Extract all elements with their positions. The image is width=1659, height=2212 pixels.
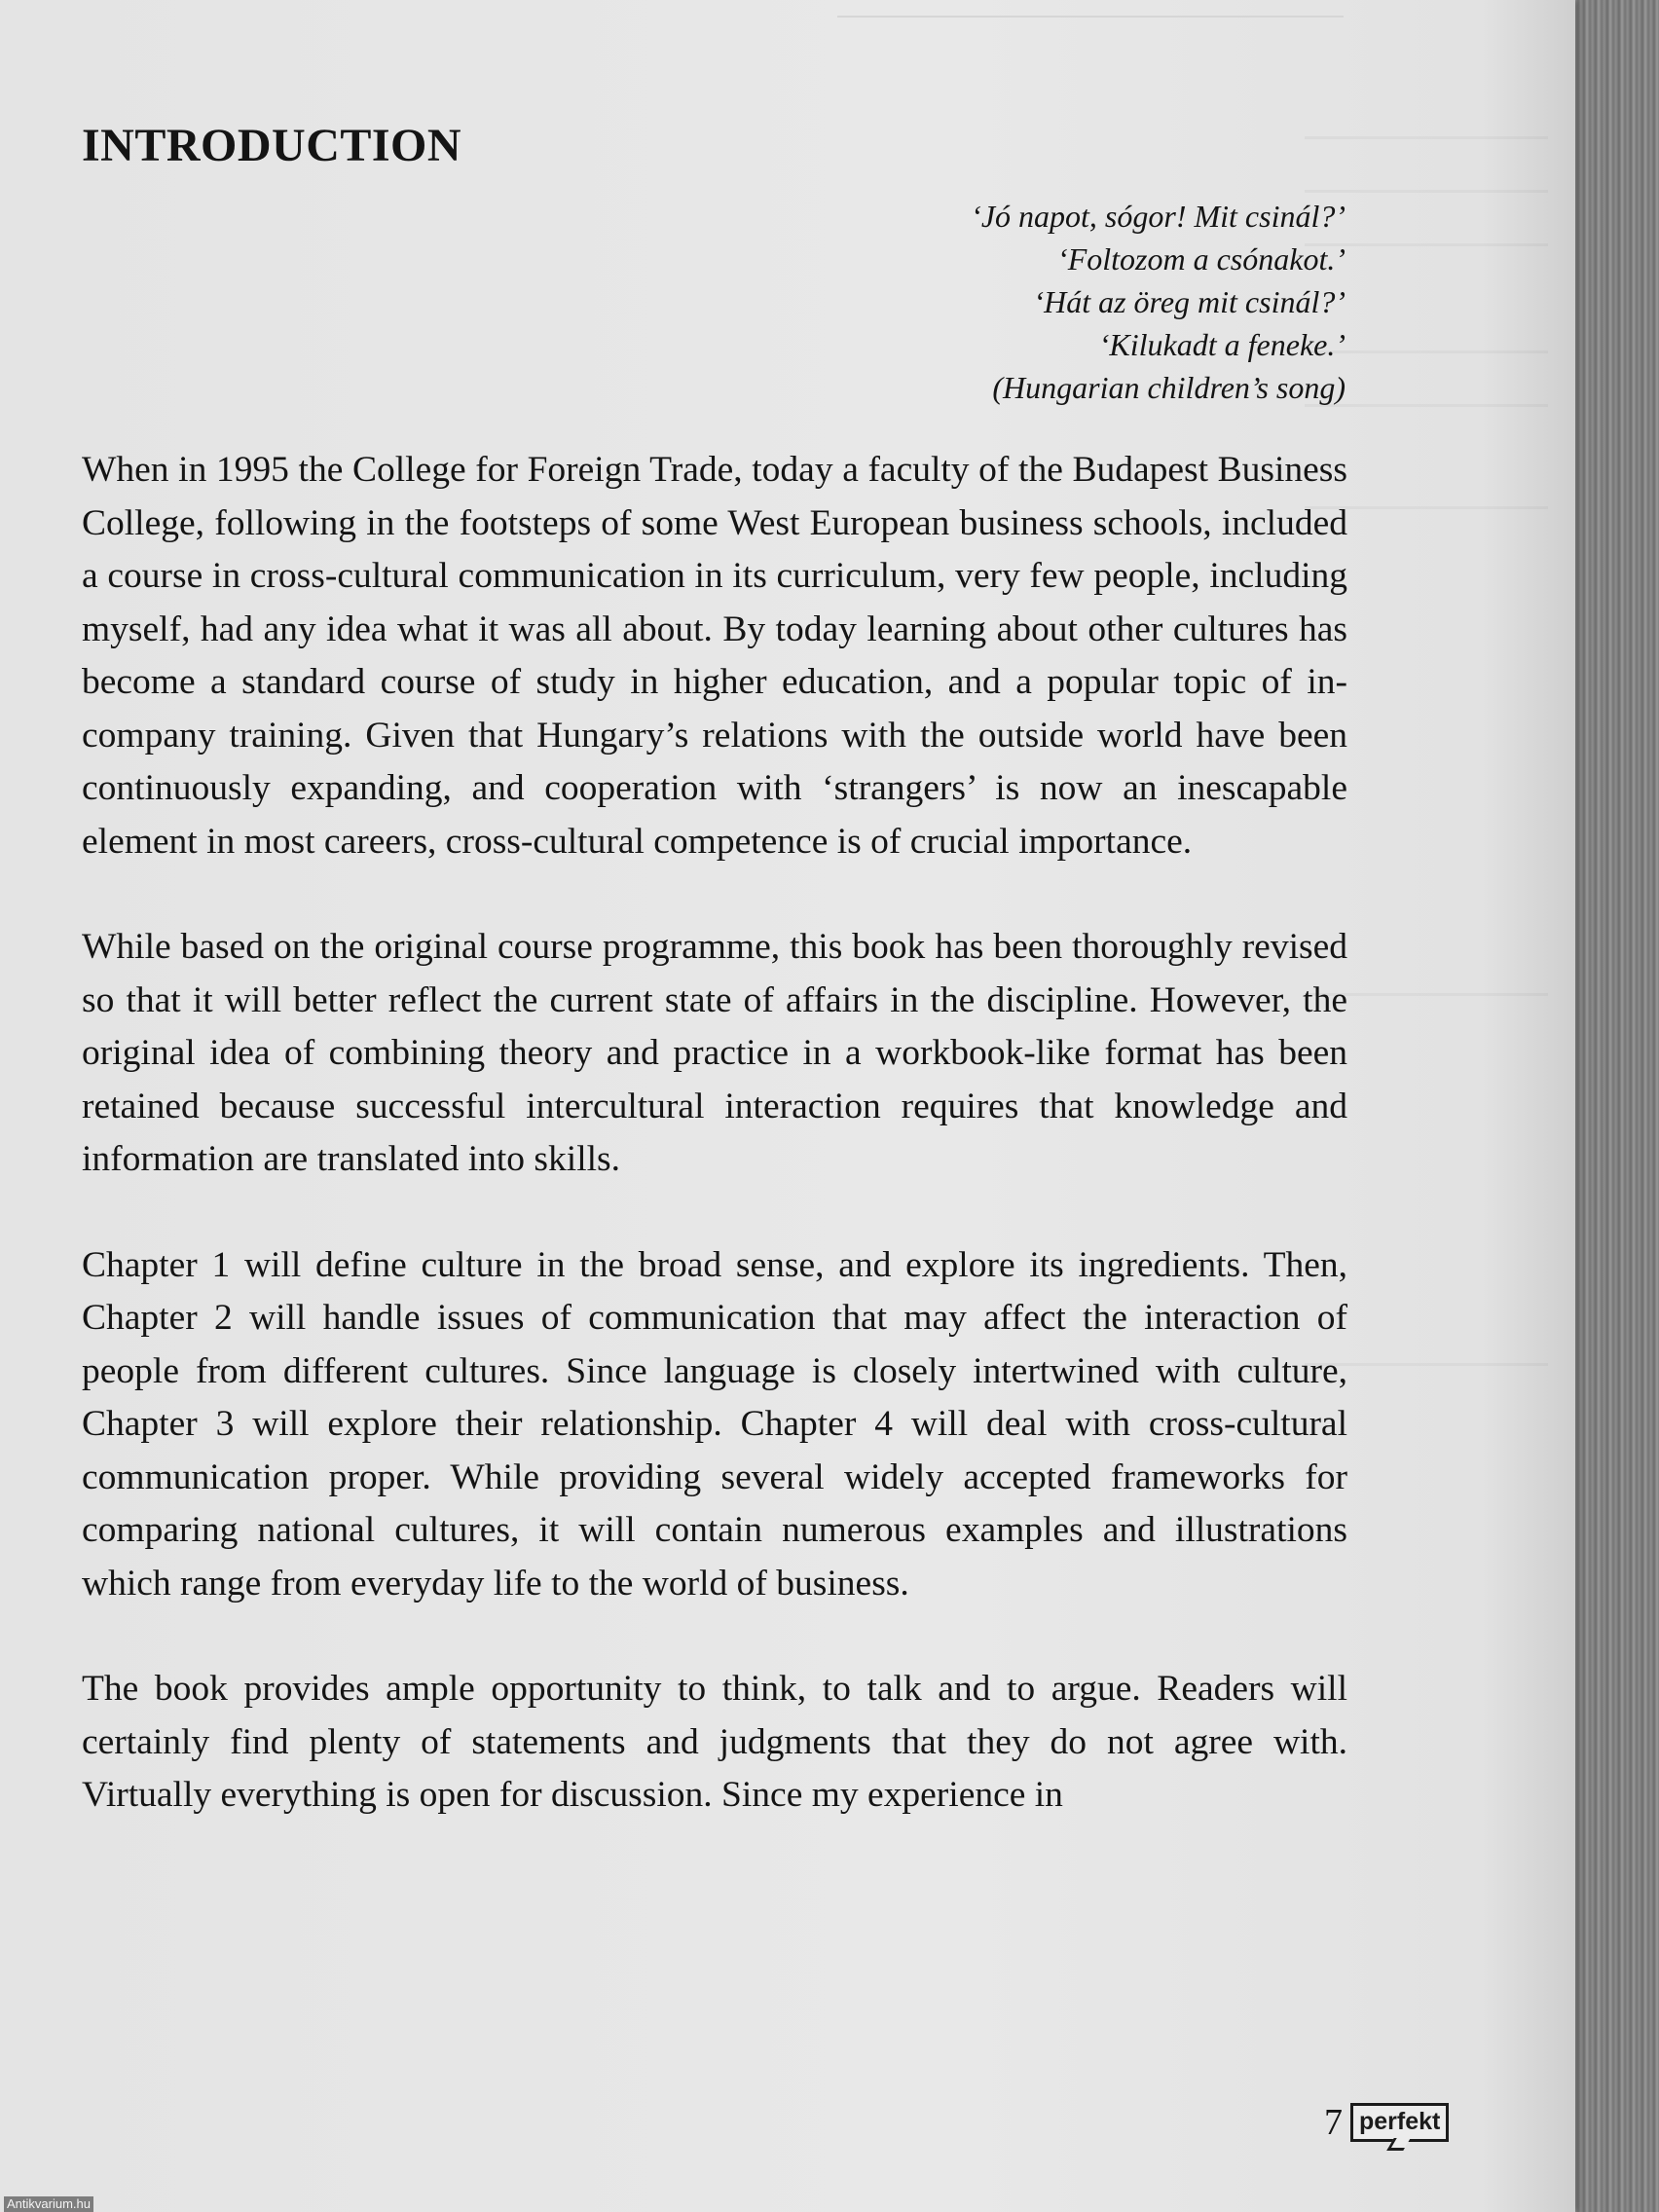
epigraph-line: ‘Jó napot, sógor! Mit csinál?’	[971, 199, 1346, 234]
page-content	[82, 115, 1347, 1823]
publisher-logo: perfekt	[1350, 2103, 1449, 2142]
epigraph	[82, 195, 1347, 409]
epigraph-line: ‘Hát az öreg mit csinál?’	[1033, 284, 1346, 319]
paragraph: Chapter 1 will define culture in the broad sense, and explore its ingredients. Then, Chapter 2 will handle issues of communication that may affect the interaction of people from different cultures. Since language is closely intertwined with culture, Chapter 3 will explore their relationship. Chapter 4 will deal with cross-cultural communication proper. While providing several widely accepted frameworks for comparing national cultures, it will contain numerous examples and illustrations which range from everyday life to the world of business.	[82, 1244, 1347, 1604]
epigraph-line: ‘Kilukadt a feneke.’	[1098, 327, 1346, 362]
paragraph: The book provides ample opportunity to think, to talk and to argue. Readers will certainly find plenty of statements and judgments that they do not agree with. Virtually everything is open for discussion. Since my experience in	[82, 1669, 1347, 1815]
paragraph: While based on the original course programme, this book has been thoroughly revised so that it will better reflect the current state of affairs in the discipline. However, the original idea of combining theory and practice in a workbook-like format has been retained because successful intercultural interaction requires that knowledge and information are translated into skills.	[82, 927, 1347, 1179]
paragraph: When in 1995 the College for Foreign Trade, today a faculty of the Budapest Business College, following in the footsteps of some West European business schools, included a course in cross-cultural communication in its curriculum, very few people, including myself, had any idea what it was all about. By today learning about other cultures has become a standard course of study in higher education, and a popular topic of in-company training. Given that Hungary’s relations with the outside world have been continuously expanding, and cooperation with ‘strangers’ is now an inescapable element in most careers, cross-cultural competence is of crucial importance.	[82, 450, 1347, 862]
page-footer	[1324, 2101, 1449, 2144]
epigraph-source: (Hungarian children’s song)	[992, 370, 1346, 405]
page-top-rule	[837, 16, 1344, 18]
watermark: Antikvarium.hu	[4, 2196, 93, 2212]
chapter-heading: INTRODUCTION	[82, 120, 462, 171]
epigraph-line: ‘Foltozom a csónakot.’	[1057, 241, 1346, 276]
book-spine-edge	[1569, 0, 1659, 2212]
page-number: 7	[1324, 2102, 1343, 2143]
